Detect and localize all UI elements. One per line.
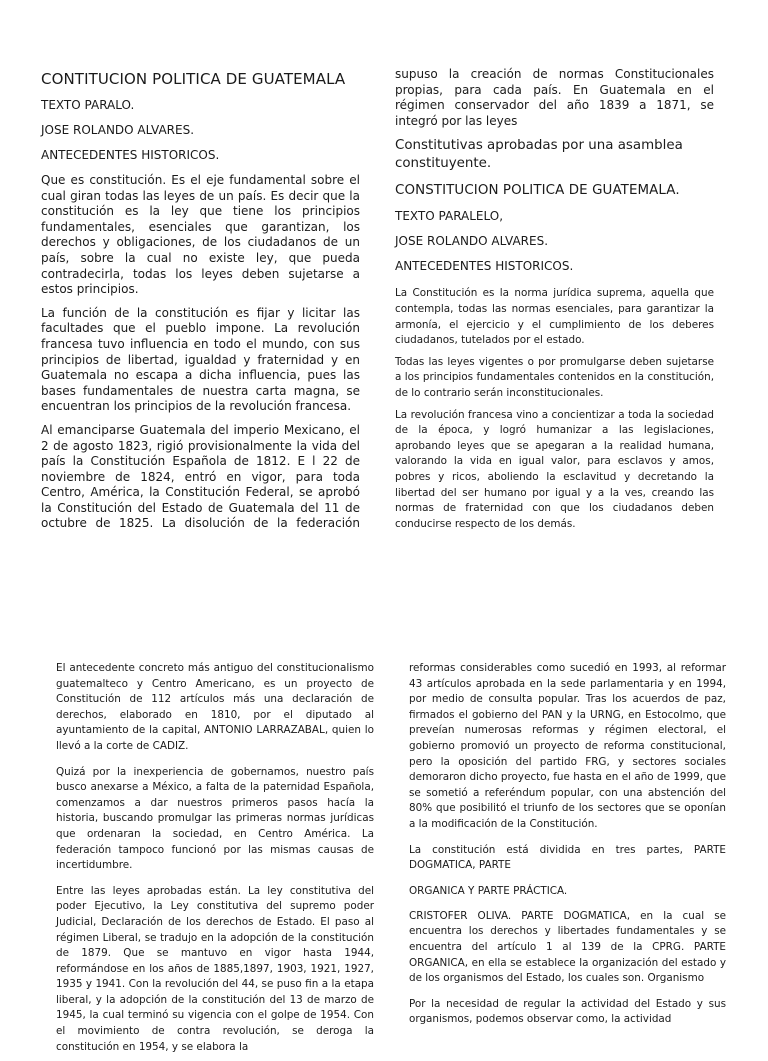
page2-left-column bbox=[56, 661, 374, 1061]
document-title: CONSTITUCION POLITICA DE GUATEMALA. bbox=[395, 183, 680, 199]
author-name: JOSE ROLANDO ALVARES. bbox=[41, 123, 195, 137]
document-subtitle: TEXTO PARALELO, bbox=[395, 209, 504, 224]
paragraph: Entre las leyes aprobadas están. La ley constitutiva del poder Ejecutivo, la Ley constitutiva del supremo poder Judicial, Declaración de los derechos de Estado. El paso al régimen Liberal, se tradujo en la adopción de la constitución de 1879. Que se mantuvo en vigor hasta 1944, reformándose en los años de 1885,1897, 1903, 1921, 1927, 1935 y 1941. Con la revolución del 44, se puso fin a la etapa liberal, y la adopción de la constitución del 13 de marzo de 1945, la cual terminó su vigencia con el golpe de 1954. Con el movimiento de contra revolución, se deroga la constitución en 1954, y se elabora la bbox=[56, 884, 374, 1053]
document-title: CONTITUCION POLITICA DE GUATEMALA bbox=[41, 70, 346, 88]
paragraph: La Constitución es la norma jurídica suprema, aquella que contempla, todas las normas esenciales, para garantizar la armonía, el ejercicio y el cumplimiento de los deberes ciudadanos, tutelados por el estado. bbox=[395, 287, 714, 347]
paragraph: reformas considerables como sucedió en 1993, al reformar 43 artículos aprobada en la sede parlamentaria y en 1994, por medio de consulta popular. Tras los acuerdos de paz, firmados el gobierno del PAN y la URNG, en Estocolmo, que preveían numerosas reformas y régimen electoral, el gobierno promovió un proyecto de reforma constitucional, pero la oposición del partido FRG, y sectores sociales demoraron dicho proyecto, fue hasta en el año de 1999, que se sometió a referéndum popular, con una abstención del 80% que posibilitó el triunfo de los sectores que se oponían a la modificación de la Constitución. bbox=[409, 662, 726, 830]
paragraph: La función de la constitución es fijar y licitar las facultades que el pueblo impone. La revolución francesa tuvo influencia en todo el mundo, con sus principios de libertad, igualdad y fraternidad y en Guatemala no escapa a dicha influencia, pues las bases fundamentales de nuestra carta magna, se encuentran los principios de la revolución francesa. bbox=[41, 305, 360, 414]
section-heading: ANTECEDENTES HISTORICOS. bbox=[395, 259, 574, 274]
page1-right-column bbox=[395, 67, 714, 538]
section-heading: ANTECEDENTES HISTORICOS. bbox=[41, 148, 220, 162]
paragraph: La constitución está dividida en tres partes, PARTE DOGMATICA, PARTE bbox=[409, 843, 726, 872]
page2-right-column bbox=[409, 661, 726, 1034]
paragraph: ORGANICA Y PARTE PRÁCTICA. bbox=[409, 884, 568, 897]
paragraph: Quizá por la inexperiencia de gobernamos, nuestro país busco anexarse a México, a falta de la paternidad Española, comenzamos a dar nuestros primeros pasos hacía la historia, buscando promulgar las primeras normas jurídicas que ordenaran la sociedad, en Centro América. La federación tampoco funcionó por las mismas causas de incertidumbre. bbox=[56, 765, 374, 872]
paragraph: La revolución francesa vino a concientizar a toda la sociedad de la época, y logró humanizar a las legislaciones, aprobando leyes que se apegaran a la realidad humana, valorando la vida en igual valor, para esclavos y amos, pobres y ricos, aboliendo la esclavitud y decretando la libertad del ser humano por igual y a la ves, creando las normas de fraternidad con que los ciudadanos deben conducirse respecto de los demás. bbox=[395, 408, 714, 530]
paragraph-large: Constitutivas aprobadas por una asamblea constituyente. bbox=[395, 138, 683, 171]
document-subtitle: TEXTO PARALO. bbox=[41, 98, 135, 112]
paragraph: CRISTOFER OLIVA. PARTE DOGMATICA, en la cual se encuentra los derechos y libertades fundamentales y se encuentra del artículo 1 al 139 de la CPRG. PARTE ORGANICA, en ella se establece la organización del estado y de los organismos del Estado, los cuales son. Organismo bbox=[409, 909, 726, 985]
author-name: JOSE ROLANDO ALVARES. bbox=[395, 234, 549, 249]
paragraph: El antecedente concreto más antiguo del constitucionalismo guatemalteco y Centro Americano, es un proyecto de Constitución de 112 artículos más una declaración de derechos, elaborado en 1810, por el diputado al ayuntamiento de la capital, ANTONIO LARRAZABAL, quien lo llevó a la corte de CADIZ. bbox=[56, 662, 374, 752]
paragraph: Al emanciparse Guatemala del imperio Mexicano, el 2 de agosto 1823, rigió provisionalmente la vida del país la Constitución Española de 1812. E l 22 de noviembre de 1824, entró en vigor, para toda Centro, América, la Constitución Federal, se aprobó la Constitución del Estado de Guatemala del 11 de octubre de 1825. La disolución de la federación bbox=[41, 422, 360, 531]
page1-left-column bbox=[41, 70, 360, 540]
paragraph-continued: supuso la creación de normas Constitucionales propias, para cada país. En Guatemala en el régimen conservador del año 1839 a 1871, se integró por las leyes bbox=[395, 67, 714, 128]
paragraph: Que es constitución. Es el eje fundamental sobre el cual giran todas las leyes de un país. Es decir que la constitución es la ley que tiene los principios fundamentales, esenciales que garantizan, los derechos y obligaciones, de los ciudadanos de un país, sobre la cual no existe ley, que pueda contradecirla, todas los leyes deben sujetarse a estos principios. bbox=[41, 173, 360, 297]
paragraph: Todas las leyes vigentes o por promulgarse deben sujetarse a los principios fundamentales contenidos en la constitución, de lo contrario serán inconstitucionales. bbox=[395, 355, 714, 399]
paragraph: Por la necesidad de regular la actividad del Estado y sus organismos, podemos observar como, la actividad bbox=[409, 997, 726, 1026]
